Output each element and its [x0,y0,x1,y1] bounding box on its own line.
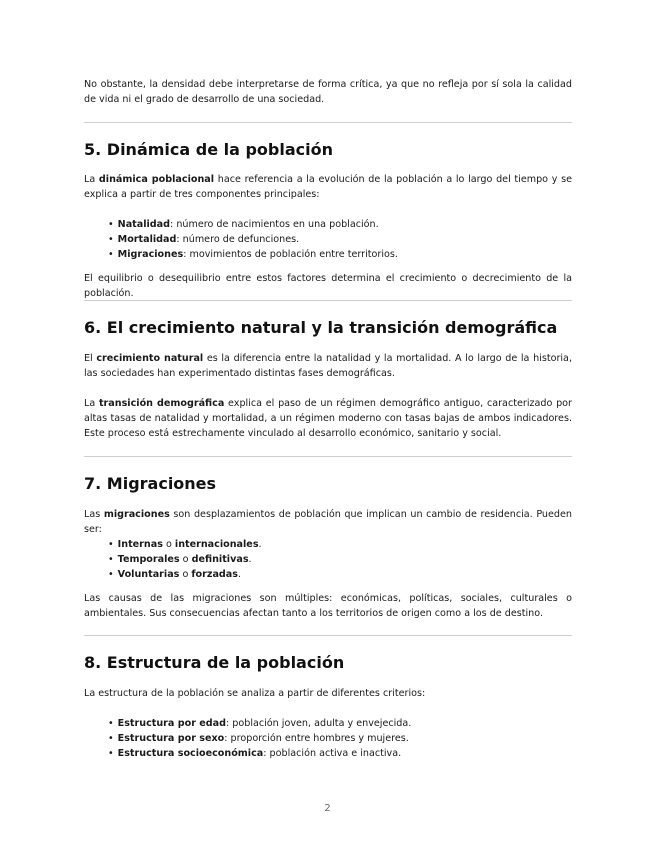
list-item: • Estructura por sexo: proporción entre hombres y mujeres. [108,731,411,746]
section-5-paragraph-2: El equilibrio o desequilibrio entre estos factores determina el crecimiento o decrecimiento de la población. [84,273,572,299]
section-divider [84,456,572,457]
list-item: • Voluntarias o forzadas. [108,567,262,582]
section-7-paragraph-1: Las migraciones son desplazamientos de población que implican un cambio de residencia. Pueden ser: [84,509,572,535]
section-7-heading: 7. Migraciones [84,474,217,493]
list-item: • Temporales o definitivas. [108,552,262,567]
section-6-paragraph-2: La transición demográfica explica el paso de un régimen demográfico antiguo, caracterizado por altas tasas de natalidad y mortalidad, a un régimen moderno con tasas bajas de ambos indicadores. Este proceso está estrechamente vinculado al desarrollo económico, sanitario y social. [84,398,572,439]
section-8-paragraph-1: La estructura de la población se analiza a partir de diferentes criterios: [84,688,426,699]
page-number: 2 [324,803,331,814]
section-8-list [108,716,411,761]
section-7-list [108,537,262,582]
list-item: • Estructura por edad: población joven, adulta y envejecida. [108,716,411,731]
list-item: • Migraciones: movimientos de población entre territorios. [108,247,398,262]
section-5-paragraph-1: La dinámica poblacional hace referencia a la evolución de la población a lo largo del tiempo y se explica a partir de tres componentes principales: [84,174,572,200]
list-item: • Natalidad: número de nacimientos en una población. [108,217,398,232]
section-divider [84,122,572,123]
list-item: • Estructura socioeconómica: población activa e inactiva. [108,746,411,761]
section-6-heading: 6. El crecimiento natural y la transición demográfica [84,318,558,337]
section-8-heading: 8. Estructura de la población [84,653,345,672]
section-divider [84,635,572,636]
list-item: • Mortalidad: número de defunciones. [108,232,398,247]
section-5-heading: 5. Dinámica de la población [84,140,333,159]
intro-paragraph: No obstante, la densidad debe interpretarse de forma crítica, ya que no refleja por sí sola la calidad de vida ni el grado de desarrollo de una sociedad. [84,79,572,105]
section-7-paragraph-2: Las causas de las migraciones son múltiples: económicas, políticas, sociales, culturales o ambientales. Sus consecuencias afectan tanto a los territorios de origen como a los de destino. [84,593,572,619]
section-6-paragraph-1: El crecimiento natural es la diferencia entre la natalidad y la mortalidad. A lo largo de la historia, las sociedades han experimentado distintas fases demográficas. [84,353,572,379]
section-5-list [108,217,398,262]
list-item: • Internas o internacionales. [108,537,262,552]
section-divider [84,300,572,301]
